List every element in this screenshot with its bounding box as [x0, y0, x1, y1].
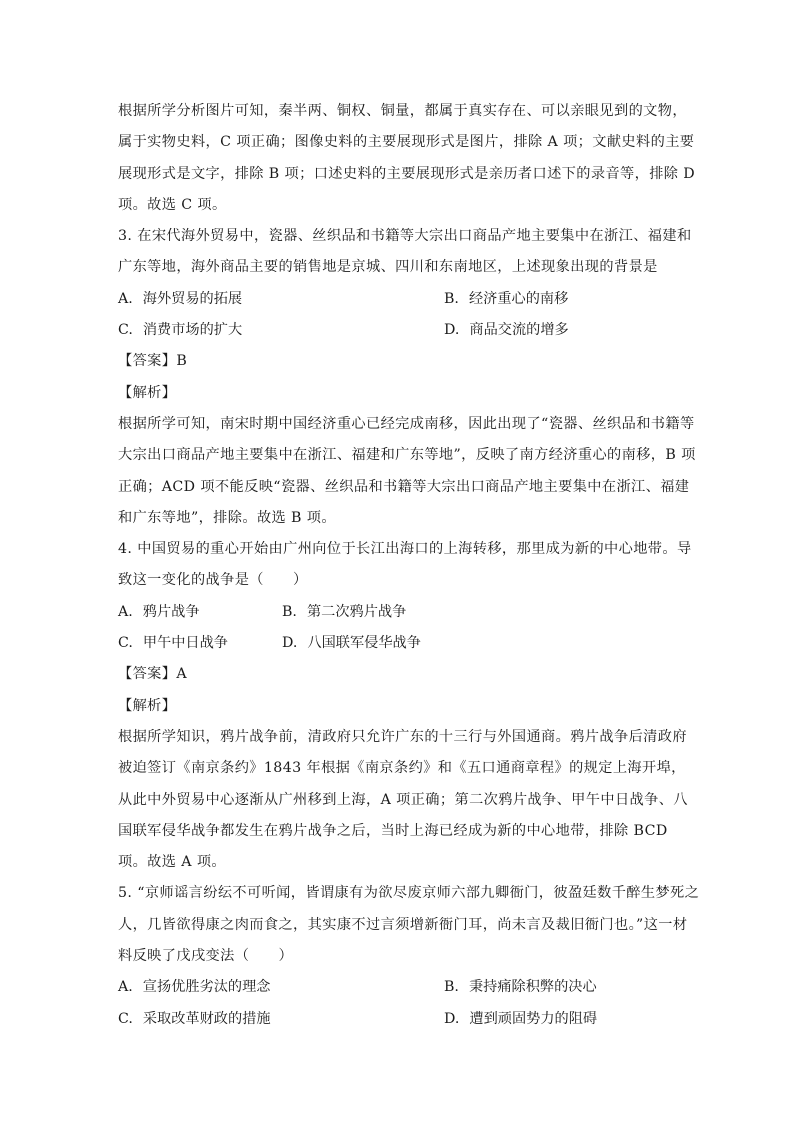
option-b: B. 经济重心的南移 — [444, 290, 569, 307]
option-d: D. 八国联军侵华战争 — [282, 635, 421, 652]
analysis-text: 国联军侵华战争都发生在鸦片战争之后，当时上海已经成为新的中心地带，排除 BCD — [118, 822, 668, 839]
option-d: D. 遭到顽固势力的阻碍 — [444, 1010, 598, 1027]
option-c: C. 甲午中日战争 — [118, 635, 228, 652]
analysis-text: 正确；ACD 项不能反映“瓷器、丝织品和书籍等大宗出口商品产地主要集中在浙江、福建 — [118, 478, 690, 495]
option-a: A. 海外贸易的拓展 — [118, 290, 243, 307]
options-row — [118, 597, 678, 628]
options-row — [118, 284, 678, 315]
analysis-label: 【解析】 — [118, 697, 177, 714]
analysis-text: 被迫签订《南京条约》1843 年根据《南京条约》和《五口通商章程》的规定上海开埠， — [118, 760, 686, 777]
question-stem: 致这一变化的战争是（ ） — [118, 572, 308, 589]
option-a: A. 宣扬优胜劣汰的理念 — [118, 979, 271, 996]
question-stem: 料反映了戊戌变法（ ） — [118, 948, 294, 965]
options-row — [118, 315, 678, 346]
analysis-text: 根据所学知识，鸦片战争前，清政府只允许广东的十三行与外国通商。鸦片战争后清政府 — [118, 728, 687, 745]
text-line: 展现形式是文字，排除 B 项；口述史料的主要展现形式是亲历者口述下的录音等，排除 D — [118, 165, 696, 182]
text-line: 属于实物史料，C 项正确；图像史料的主要展现形式是图片，排除 A 项；文献史料的主要 — [118, 134, 695, 151]
analysis-text: 和广东等地”，排除。故选 B 项。 — [118, 509, 336, 526]
question-4 — [118, 534, 692, 878]
question-stem: 广东等地，海外商品主要的销售地是京城、四川和东南地区，上述现象出现的背景是 — [118, 259, 658, 276]
answer-label: 【答案】A — [118, 666, 187, 683]
question-3 — [118, 221, 696, 534]
document-page — [118, 96, 700, 1035]
option-b: B. 秉持痛除积弊的决心 — [444, 979, 597, 996]
question-stem: 5. “京师谣言纷纭不可听闻，皆谓康有为欲尽废京师六部九卿衙门，彼盈廷数千醉生梦死之 — [118, 885, 700, 902]
option-c: C. 消费市场的扩大 — [118, 322, 243, 339]
analysis-text: 项。故选 A 项。 — [118, 854, 226, 871]
options-row — [118, 1004, 678, 1035]
question-stem: 3. 在宋代海外贸易中，瓷器、丝织品和书籍等大宗出口商品产地主要集中在浙江、福建和 — [118, 228, 692, 245]
question-stem: 4. 中国贸易的重心开始由广州向位于长江出海口的上海转移，那里成为新的中心地带。导 — [118, 541, 692, 558]
q2-analysis-continued — [118, 96, 696, 221]
analysis-label: 【解析】 — [118, 384, 177, 401]
answer-label: 【答案】B — [118, 353, 188, 370]
option-c: C. 采取改革财政的措施 — [118, 1010, 271, 1027]
option-b: B. 第二次鸦片战争 — [282, 603, 407, 620]
options-row — [118, 972, 678, 1003]
analysis-text: 大宗出口商品产地主要集中在浙江、福建和广东等地”，反映了南方经济重心的南移，B 项 — [118, 447, 696, 464]
question-stem: 人，几皆欲得康之肉而食之，其实康不过言须增新衙门耳，尚未言及裁旧衙门也。”这一材 — [118, 916, 688, 933]
analysis-text: 从此中外贸易中心逐渐从广州移到上海，A 项正确；第二次鸦片战争、甲午中日战争、八 — [118, 791, 688, 808]
text-line: 项。故选 C 项。 — [118, 196, 227, 213]
text-line: 根据所学分析图片可知，秦半两、铜权、铜量，都属于真实存在、可以亲眼见到的文物， — [118, 103, 687, 119]
option-a: A. 鸦片战争 — [118, 603, 200, 620]
analysis-text: 根据所学可知，南宋时期中国经济重心已经完成南移，因此出现了“瓷器、丝织品和书籍等 — [118, 415, 695, 432]
option-d: D. 商品交流的增多 — [444, 322, 569, 339]
question-5 — [118, 878, 700, 1034]
options-row — [118, 628, 678, 659]
